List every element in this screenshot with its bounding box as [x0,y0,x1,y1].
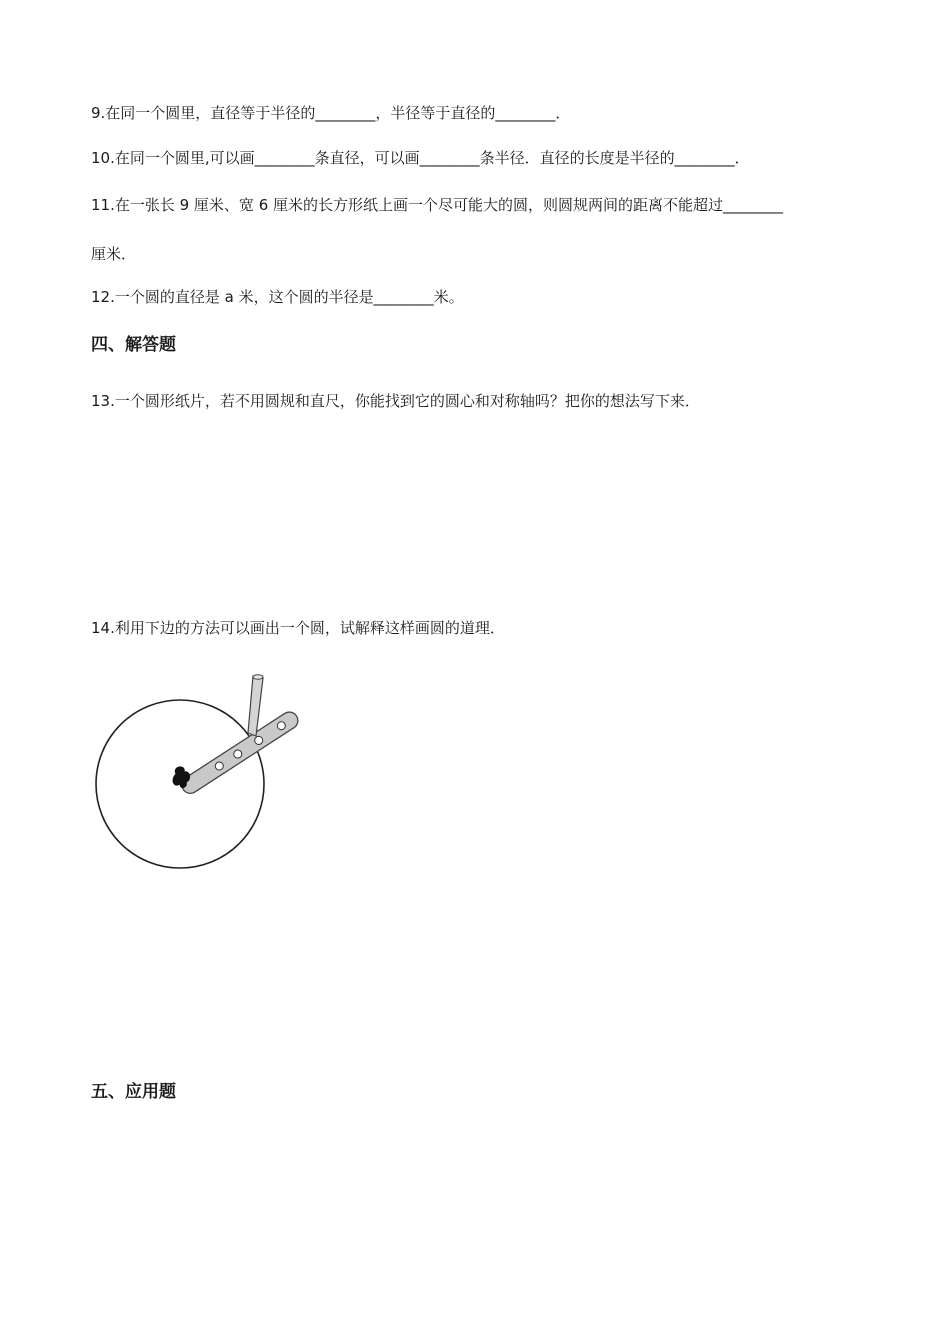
question-14: 14.利用下边的方法可以画出一个圆，试解释这样画圆的道理． [91,619,505,637]
question-13: 13.一个圆形纸片，若不用圆规和直尺，你能找到它的圆心和对称轴吗？把你的想法写下来． [91,392,700,410]
question-11-line1: 11.在一张长 9 厘米、宽 6 厘米的长方形纸上画一个尽可能大的圆，则圆规两间的距离不能超过________ [91,196,784,214]
section-heading-5: 五、应用题 [91,1082,176,1102]
section-heading-4: 四、解答题 [91,335,176,355]
question-10: 10.在同一个圆里,可以画________条直径，可以画________条半径．直径的长度是半径的________． [91,149,750,167]
circle-drawing-figure [90,672,310,877]
circle-drawing-strip-icon [90,672,310,877]
question-9: 9.在同一个圆里，直径等于半径的________，半径等于直径的________． [91,104,571,122]
question-12: 12.一个圆的直径是 a 米，这个圆的半径是________米。 [91,288,464,306]
question-11-line2: 厘米． [91,245,137,263]
